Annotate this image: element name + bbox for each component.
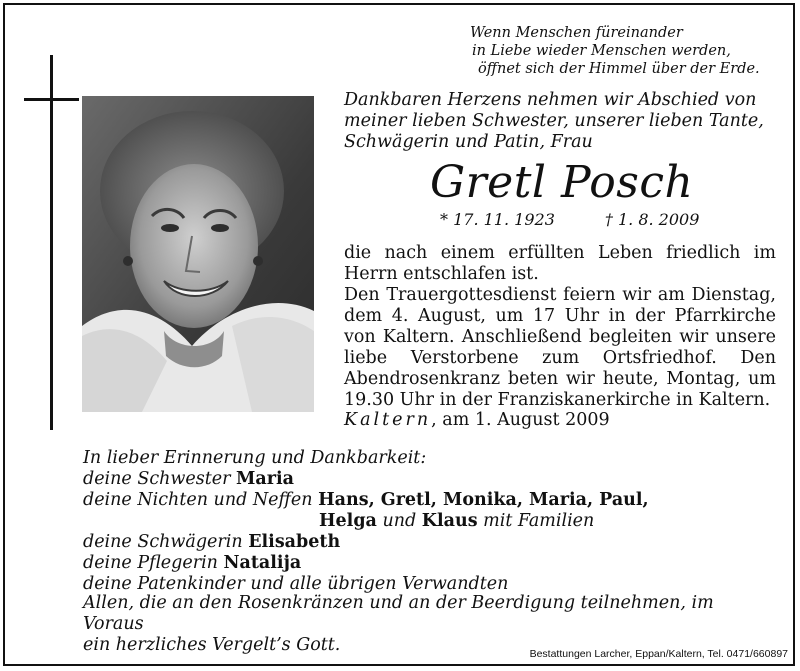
mourner-line: [83, 532, 743, 553]
intro-line: meiner lieben Schwester, unserer lieben Tante,: [344, 111, 764, 131]
connector-text: und: [376, 511, 422, 531]
mourner-name: Klaus: [421, 511, 478, 531]
mourners-list: [83, 448, 743, 595]
intro-text: [344, 90, 774, 153]
mourner-name: Maria: [236, 469, 294, 489]
deceased-name: Gretl Posch: [430, 157, 694, 208]
mourner-name: Helga: [319, 511, 377, 531]
cross-icon-vertical: [50, 55, 53, 430]
relation-text: mit Familien: [477, 511, 595, 531]
closing-thanks: [83, 593, 773, 656]
portrait-photo: [82, 96, 314, 412]
undertaker-credit: Bestattungen Larcher, Eppan/Kaltern, Tel. 0471/660897: [529, 648, 788, 660]
mourner-name: Elisabeth: [248, 532, 341, 552]
birth-date: * 17. 11. 1923: [440, 210, 555, 229]
body-paragraph: die nach einem erfüllten Leben friedlich im Herrn entschlafen ist.: [344, 243, 776, 284]
intro-line: Schwägerin und Patin, Frau: [344, 132, 593, 152]
place-and-date: [344, 410, 610, 430]
closing-line: ein herzliches Vergelt’s Gott.: [83, 635, 341, 655]
date-text: , am 1. August 2009: [431, 410, 610, 430]
closing-line: Allen, die an den Rosenkränzen und an der Beerdigung teilnehmen, im Voraus: [83, 593, 714, 634]
relation-text: deine Pflegerin: [83, 553, 224, 573]
mourner-line: [83, 553, 743, 574]
motto-line: öffnet sich der Himmel über der Erde.: [478, 61, 760, 77]
relation-text: deine Schwester: [83, 469, 237, 489]
mourner-name: Natalija: [223, 553, 302, 573]
cross-icon-horizontal: [24, 98, 79, 101]
motto-line: Wenn Menschen füreinander: [470, 25, 683, 41]
motto-line: in Liebe wieder Menschen werden,: [472, 43, 731, 59]
place-name: Kaltern: [344, 410, 432, 430]
mourner-name: Hans, Gretl, Monika, Maria, Paul,: [318, 490, 649, 510]
death-date: † 1. 8. 2009: [604, 210, 700, 229]
motto-verse: [470, 24, 770, 78]
mourner-line: [83, 469, 743, 490]
relation-text: deine Schwägerin: [83, 532, 249, 552]
life-dates: [440, 210, 699, 229]
announcement-body: [344, 243, 776, 411]
mourner-line: [83, 490, 743, 511]
mourner-line: deine Patenkinder und alle übrigen Verwandten: [83, 574, 509, 594]
mourner-line: [83, 511, 743, 532]
service-details: Den Trauergottesdienst feiern wir am Dienstag, dem 4. August, um 17 Uhr in der Pfarrkirche von Kaltern. Anschließend begleiten wir unsere liebe Verstorbene zum Ortsfriedhof. Den Abendrosenkranz beten wir heute, Montag, um 19.30 Uhr in der Franziskanerkirche in Kaltern.: [344, 285, 776, 410]
relation-text: deine Nichten und Neffen: [83, 490, 319, 510]
mourners-heading: In lieber Erinnerung und Dankbarkeit:: [83, 448, 427, 468]
intro-line: Dankbaren Herzens nehmen wir Abschied von: [344, 90, 757, 110]
